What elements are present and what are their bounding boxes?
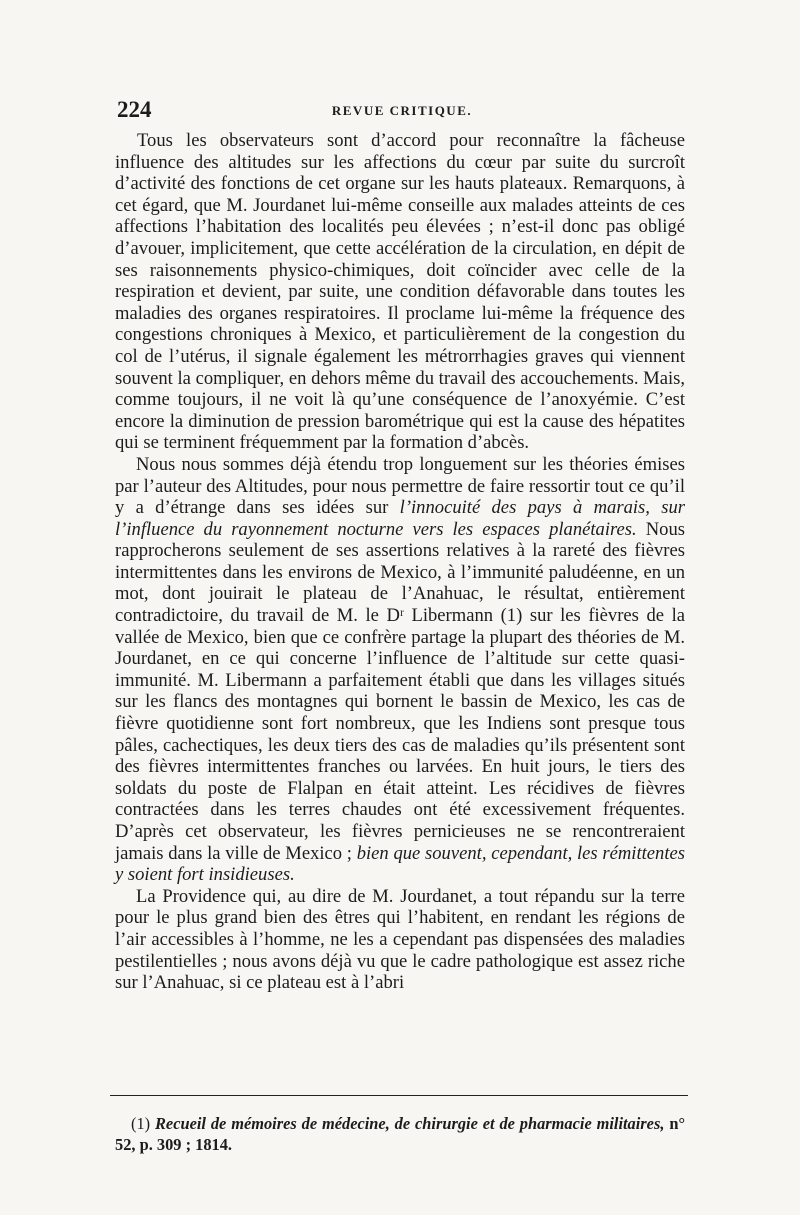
paragraph-text-span: Nous rapprocherons seulement de ses assertions relatives à la rareté des fièvres intermittentes dans les environs de Mexico, à l’immunité paludéenne, en un mot, dont jouirait le plateau de l’Anahuac, le résultat, entièrement contradictoire, du travail de M. le Dʳ Libermann (1) sur les fièvres de la vallée de Mexico, bien que ce confrère partage la plupart des théories de M. Jourdanet, en ce qui concerne l’influence de l’altitude sur cette quasi-immunité. M. Libermann a parfaitement établi que dans les villages situés sur les flancs des montagnes qui bornent le bassin de Mexico, les cas de fièvre quotidienne sont fort nombreux, que les Indiens sont presque tous pâles, cachectiques, les deux tiers des cas de maladies qu’ils présentent sont des fièvres intermittentes franches ou larvées. En huit jours, le tiers des soldats du poste de Flalpan en était atteint. Les récidives de fièvres contractées dans les terres chaudes ont été excessivement fréquentes. D’après cet observateur, les fièvres pernicieuses ne se rencontreraient jamais dans la ville de Mexico ; [115, 518, 685, 864]
paragraph [115, 130, 685, 454]
paragraph [115, 454, 685, 886]
footnote-text-span [155, 1114, 664, 1133]
footnote [115, 1113, 685, 1155]
footnote-text-italic-span: Recueil de mémoires de médecine, de chirurgie et de pharmacie militaires, [155, 1114, 665, 1133]
footnote-paragraph [115, 1113, 685, 1155]
footnote-rule [110, 1095, 688, 1096]
page-header [117, 97, 687, 127]
paragraph-text-span: bien que souvent, cependant, les rémittentes y soient fort insidieuses. [115, 842, 685, 886]
page-number: 224 [117, 97, 152, 122]
footnote-text-span: n° 52, p. 309 ; 1814. [115, 1114, 685, 1154]
paragraph-text-span: Tous les observateurs sont d’accord pour reconnaître la fâcheuse influence des altitudes sur les affections du cœur par suite du surcroît d’activité des fonctions de cet organe sur les hauts plateaux. Remarquons, à cet égard, que M. Jourdanet lui-même conseille aux malades atteints de ces affections l’habitation des localités peu élevées ; n’est-il donc pas obligé d’avouer, implicitement, que cette accélération de la circulation, en dépit de ses raisonnements physico-chimiques, doit coïncider avec celle de la respiration et devient, par suite, une condition défavorable dans toutes les maladies des organes respiratoires. Il proclame lui-même la fréquence des congestions chroniques à Mexico, et particulièrement de la congestion du col de l’utérus, il signale également les métrorrhagies graves qui viennent souvent la compliquer, en dehors même du travail des accouchements. Mais, comme toujours, il ne voit là qu’une conséquence de l’anoxyémie. C’est encore la diminution de pression barométrique qui est la cause des hépatites qui se terminent fréquemment par la formation d’abcès. [115, 130, 685, 454]
running-head: REVUE CRITIQUE. [331, 103, 473, 118]
paragraph-text-span: l’innocuité des pays à marais, sur l’influence du rayonnement nocturne vers les espaces planétaires. [115, 497, 685, 540]
paragraph [115, 886, 685, 994]
paragraph-text-span: La Providence qui, au dire de M. Jourdanet, a tout répandu sur la terre pour le plus grand bien des êtres qui l’habitent, en rendant les régions de l’air accessibles à l’homme, ne les a cependant pas dispensées des maladies pestilentielles ; nous avons déjà vu que le cadre pathologique est assez riche sur l’Anahuac, si ce plateau est à l’abri [115, 885, 685, 994]
body-text [115, 130, 685, 994]
paragraph-text-span: Nous nous sommes déjà étendu trop longuement sur les théories émises par l’auteur des Altitudes, pour nous permettre de faire ressortir tout ce qu’il y a d’étrange dans ses idées sur [115, 453, 685, 519]
footnote-text-span: (1) [131, 1114, 155, 1133]
